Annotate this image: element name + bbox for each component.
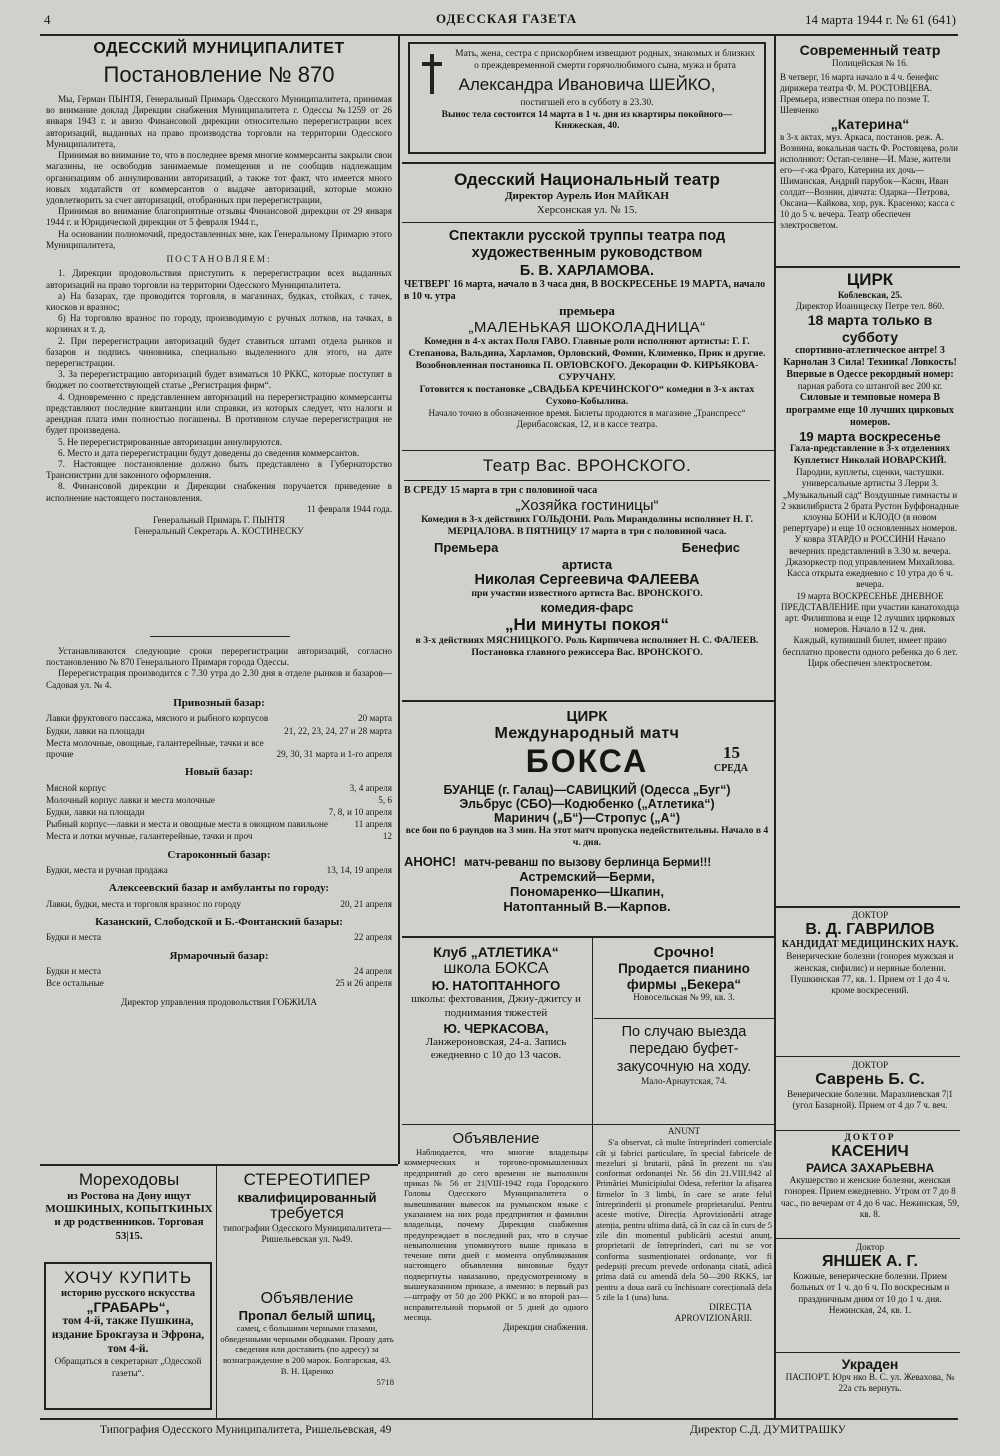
schedule-section	[46, 646, 392, 1009]
decree-item: 1. Дирекции продовольствия приступить к перерегистрации всех выданных авторизаций на право торговли на территории Одесского Муниципалитета.	[46, 268, 392, 290]
ad-morekhody-title: Мореходовы	[78, 1170, 180, 1189]
ad-lost-dog-code: 5718	[376, 1376, 394, 1387]
modern-theatre-info: в 3-х актах, муз. Аркаса, постанов. реж. А. Вознина, вокальная часть Ф. Ростовцева, роли исполняют: Остап-селяне—И. Мазе, жители его—г-жа Фраго, Катерина их дочь—Шиманская, Андрий парубок—Касян, Иван солдат—Вознин, дівчата: Одарка—Петрова, Оксана—Кайкова, хор, рук. Красенко; касса с 10 до 5 ч. вечера. Театр обеспечен электросветом.	[780, 132, 958, 230]
schedule-row	[46, 978, 392, 989]
doctor2-text: Венерические болезни. Маразлиевская 7|1 (угол Базарной). Прием от 4 до 7 ч. веч.	[787, 1089, 953, 1111]
vronsky-theatre	[404, 456, 770, 659]
schedule-row	[46, 865, 392, 876]
doctor2-name: Саврень Б. С.	[815, 1071, 925, 1089]
circus-gala7: Каждый, купивший билет, имеет право бесплатно провести одного ребенка до 6 лет. Цирк обеспечен электросветом.	[782, 635, 958, 668]
doctor1-rule	[776, 906, 960, 908]
notice-ro-sign2: APROVIZIONĂRII.	[674, 1313, 752, 1324]
schedule-date: 24 апреля	[354, 965, 392, 976]
ad-stereotyper-req: требуется	[270, 1205, 344, 1222]
lost-rule	[776, 1352, 960, 1353]
schedule-label: Будки, лавки на площади	[46, 725, 145, 736]
schedule-date: 7, 8, и 10 апреля	[328, 807, 392, 817]
column-divider-2	[774, 36, 776, 1418]
theatre-title: Одесский Национальный театр	[454, 170, 720, 189]
decree-item: 3. За перерегистрацию авторизаций будет взиматься 10 РККС, которые поступят в бюджет по соответствующей статье „Регистрация фирм“.	[46, 369, 392, 391]
doctor2-label: ДОКТОР	[851, 1060, 889, 1070]
schedule-date: 20, 21 апреля	[340, 898, 392, 909]
obituary	[408, 42, 766, 154]
ad-stereotyper-text: типографии Одесского Муниципалитета— Ришельевская ул. №49.	[223, 1223, 391, 1245]
doctor2-rule	[776, 1056, 960, 1057]
schedule-row	[46, 726, 392, 737]
schedule-label: Мясной корпус	[46, 782, 106, 793]
modern-theatre-text: В четверг, 16 марта начало в 4 ч. бенефис дирижера театра Ф. М. РОСТОВЦЕВА. Премьера, известная опера по поэме Т. Шевченко	[780, 72, 939, 116]
doctor-gavrilov	[780, 910, 960, 996]
issue-date: 14 марта 1944 г. № 61 (641)	[804, 12, 956, 27]
vronsky-artist: артиста	[561, 557, 613, 573]
vronsky-premiere-row	[404, 538, 770, 557]
ad-lost-dog-text: самец, с большими черными глазами, обведенными черными ободками. Прошу дать сведения или доставить (по адресу) за вознаграждение в 200 марок. Болгарская, 43. В. Н. Царенко	[220, 1323, 394, 1376]
schedule-date: 3, 4 апреля	[349, 782, 392, 793]
ad-stereotyper	[220, 1170, 394, 1245]
schedule-heading: Староконный базар:	[167, 848, 271, 861]
schedule-label: Лавки, будки, места и торговля вразнос по городу	[46, 898, 241, 909]
boxing-anons-pair: Пономаренко—Шкапин,	[510, 884, 664, 900]
modern-theatre-title: Современный театр	[799, 42, 941, 58]
circus-director: Директор Иоаницеску Петре тел. 860.	[795, 301, 945, 312]
boxing-rules: все бои по 6 раундов на 3 мин. На этот матч пропуска недействительны. Начало в 4 ч. дня.	[405, 825, 769, 848]
circus-address: Коблевская, 25.	[837, 290, 903, 300]
piano-address: Новосельская № 99, кв. 3.	[633, 992, 735, 1003]
boxing-anons: АНОНС!	[404, 854, 456, 870]
troupe-tickets: Начало точно в обозначенное время. Билеты продаются в магазине „Транспресс“ Дерибасовская, 12, и в кассе театра.	[428, 407, 746, 429]
decree-body	[46, 94, 392, 538]
club-text: школы: фехтования, Джиу-джитсу и поднимания тяжестей	[411, 993, 581, 1019]
boxing-pair: БУАНЦЕ (г. Галац)—САВИЦКИЙ (Одесса „Буг“)	[443, 783, 731, 797]
russian-troupe	[404, 228, 770, 430]
schedule-row	[46, 795, 392, 806]
obituary-name: Александра Ивановича ШЕЙКО,	[458, 75, 716, 95]
decree-header: ОДЕССКИЙ МУНИЦИПАЛИТЕТ	[93, 40, 345, 57]
left-ads-divider	[216, 1166, 217, 1418]
footer-rule	[40, 1418, 958, 1420]
schedule-label: Места молочные, овощные, галантерейные, тачки и все прочие	[46, 737, 264, 759]
newspaper-title: ОДЕССКАЯ ГАЗЕТА	[436, 11, 578, 26]
stolen-text: ПАСПОРТ. Юрч нко В. С. ул. Жевахова, № 22а сть вернуть.	[785, 1372, 955, 1394]
vronsky-info2: в 3-х действиях МЯСНИЦКОГО. Роль Кирпичева исполняет Н. С. ФАЛЕЕВ. Постановка главного режиссера Вас. ВРОНСКОГО.	[415, 635, 759, 658]
schedule-row	[46, 713, 392, 724]
troupe-staging: Возобновленная постановка П. ОРЛОВСКОГО. Декорации Ф. КИРЬЯКОВА-СУРУЧАНУ.	[415, 360, 759, 383]
schedule-heading: Алексеевский базар и амбуланты по городу:	[108, 882, 330, 895]
troupe-next: Готовится к постановке „СВАДЬБА КРЕЧИНСКОГО“ комедия в 3-х актах Сухово-Кобылина.	[419, 383, 755, 407]
ad-want-buy-text1: историю русского искусства	[61, 1288, 195, 1299]
national-theatre	[404, 170, 770, 218]
schedule-date: 13, 14, 19 апреля	[326, 865, 392, 876]
club-coach: Ю. НАТОПТАННОГО	[431, 978, 561, 993]
ad-stereotyper-sub: квалифицированный	[237, 1190, 377, 1205]
schedule-date: 29, 30, 31 марта и 1-го апреля	[276, 748, 392, 759]
schedule-row	[46, 783, 392, 794]
schedule-date: 12	[382, 831, 392, 842]
schedule-heading: Казанский, Слободской и Б.-Фонтанский базары:	[95, 915, 343, 928]
circus-gala2: Пародии, куплеты, сценки, частушки. универсальные артисты 3 Лерри 3.	[795, 467, 944, 489]
schedule-heading: Новый базар:	[184, 766, 254, 779]
decree-item: 8. Финансовой дирекции и Дирекции снабжения поручается приведение в исполнение настоящего постановления.	[46, 481, 392, 503]
obituary-text: Мать, жена, сестра с прискорбием извещают родных, знакомых и близких о преждевременной смерти горячолюбимого сына, мужа и брата	[455, 49, 755, 71]
doctor1-name: В. Д. ГАВРИЛОВ	[805, 921, 935, 939]
boxing-anons-pair: Натоптанный В.—Карпов.	[503, 899, 671, 915]
schedule-label: Рыбный корпус—лавки и места и овощные места в овощном павильоне	[46, 819, 328, 830]
circus-gala6: 19 марта ВОСКРЕСЕНЬЕ ДНЕВНОЕ ПРЕДСТАВЛЕНИЕ при участии канатоходца арт. Филиппова и еще 12 лучших цирковых номеров. Начало в 12 ч. дня.	[780, 590, 960, 635]
circus-title: ЦИРК	[846, 270, 894, 289]
vronsky-participation: при участии известного артиста Вас. ВРОНСКОГО.	[471, 588, 703, 600]
obituary-funeral: Вынос тела состоится 14 марта в 1 ч. дня из квартиры покойного—Княжеская, 40.	[441, 109, 733, 132]
decree-signature-2: Генеральный Секретарь А. КОСТИНЕСКУ	[134, 526, 304, 537]
schedule-hours: Перерегистрация производится с 7.30 утра до 2.30 дня в отделе рынков и базаров—Садовая ул. № 4.	[46, 668, 392, 690]
vronsky-title: Театр Вас. ВРОНСКОГО.	[482, 456, 692, 475]
ad-want-buy	[44, 1262, 212, 1410]
decree-date: 11 февраля 1944 года.	[307, 503, 392, 514]
club-title: Клуб „АТЛЕТИКА“	[433, 944, 559, 960]
schedule-date: 22 апреля	[354, 932, 392, 943]
decree-item: а) На базарах, где проводится торговля, в магазинах, будках, стойках, с тачек, киосков и вразнос;	[46, 290, 392, 312]
boxing-pair: Маринич („Б“)—Стропус („А“)	[494, 811, 680, 825]
doctor1-label: ДОКТОР	[851, 910, 889, 920]
doctor4-label: Доктор	[855, 1242, 885, 1252]
boxing-pair: Эльбрус (СБО)—Кодюбенко („Атлетика“)	[459, 797, 715, 811]
boxing-anons-text: матч-реванш по вызову берлинца Берми!!!	[464, 857, 712, 870]
doctor-savren	[780, 1060, 960, 1112]
ad-want-buy-grabar: „ГРАБАРЬ“,	[86, 1299, 170, 1315]
circus-record: парная работа со штангой вес 200 кг.	[797, 381, 943, 392]
masthead-rule	[40, 34, 958, 36]
vronsky-farce: комедия-фарс	[540, 600, 634, 615]
ad-lost-dog	[220, 1290, 394, 1387]
ad-morekhody-text: из Ростова на Дону ищут МОШКИНЫХ, КОПЫТКИНЫХ и др родственников. Торговая 53|15.	[45, 1190, 213, 1242]
troupe-director: Б. В. ХАРЛАМОВА.	[519, 262, 655, 279]
circus-numbers: Силовые и темповые номера В программе еще 10 лучших цирковых номеров.	[786, 392, 954, 428]
circus-rule	[776, 266, 960, 268]
rus-rule	[402, 222, 774, 223]
schedule-date: 5, 6	[378, 794, 392, 805]
notice-ro-text: S'a observat, că multe întreprinderi comerciale cât și fabrici particulare, în special fabricele de mezeluri și brutarii, până în prezent nu s'au conformat ordonanței Nr. 56 din 21.VIII.942 al Primăriei Municipiului Odesa, referitor la afișarea firmelor în 3 limbi, în care se arate felul întreprinderii și pronumele proprietarului. Pentru aceste motive, Direcția Aprovizionării atrage atenția, pentru ultima dată, că în caz că în curs de 5 zile din momentul publicării acestui anunț, proprietarii de întreprinderi, cari nu se vor conforma susmenționatei ordonanțe, vor fi pedepsiți precum prevede ordonanța citată, adică prima dată cu amendă dela 50—200 RKKS, iar pentru a doua oară cu închisoare corecțională dela 5 zile la 1 (una) luna.	[596, 1137, 772, 1302]
club-atletika	[404, 944, 588, 1063]
ad-stereotyper-title: СТЕРЕОТИПЕР	[243, 1170, 371, 1189]
doctor-kasenich	[780, 1132, 960, 1220]
doctor1-title: КАНДИДАТ МЕДИЦИНСКИХ НАУК.	[781, 939, 959, 951]
vronsky-info: Комедия в 3-х действиях ГОЛЬДОНИ. Роль Мирандолины исполняет Н. Г. МЕРЦАЛОВА. В ПЯТНИЦУ 17 марта в три с половиной часа.	[421, 514, 753, 538]
doctor3-label: ДОКТОР	[844, 1132, 896, 1142]
decree-item: б) На торговлю вразнос по городу, производимую с ручных лотков, на тачках, в корзинах и т. д.	[46, 313, 392, 335]
troupe-play-info: Комедия в 4-х актах Поля ГАВО. Главные роли исполняют артисты: Г. Г. Степанова, Вальдина, Харламов, Орловский, Фомин, Клименко, Прик и другие.	[408, 336, 766, 360]
schedule-label: Будки, лавки на площади	[46, 807, 145, 817]
ad-stolen	[780, 1356, 960, 1394]
schedule-date: 25 и 26 апреля	[335, 978, 392, 989]
schedule-date: 21, 22, 23, 24, 27 и 28 марта	[284, 725, 392, 736]
schedule-date: 20 марта	[358, 713, 392, 724]
decree-paragraph: Принимая во внимание благоприятные отзывы Финансовой дирекции от 29 января 1944 г. и Юридической дирекции от 5 февраля 1944 г.,	[46, 206, 392, 228]
schedule-label: Будки и места	[46, 965, 102, 976]
schedule-label: Молочный корпус лавки и места молочные	[46, 794, 215, 805]
modern-theatre-address: Полицейская № 16.	[831, 58, 909, 68]
doctor4-name: ЯНШЕК А. Г.	[822, 1253, 918, 1271]
notice-ru-sign: Дирекция снабжения.	[503, 1322, 588, 1333]
boxing-match	[404, 708, 770, 914]
decree-paragraph: Принимая во внимание то, что в последнее время многие коммерсанты закрыли свои магазины, не освободив занимаемые помещения и не сообщив надлежащим организациям об аннулировании авторизаций, а также тот факт, что имеется много новых ходатайств от коммерсантов о выдаче авторизаций, которые можно удовлетворить за счет авторизаций, отобранных при перерегистрации,	[46, 150, 392, 205]
piano-text: Продается пианино фирмы „Бекера“	[618, 961, 750, 992]
schedule-label: Все остальные	[46, 978, 104, 989]
page-number: 4	[44, 12, 51, 27]
boxing-match-title: Международный матч	[494, 725, 680, 742]
schedule-label: Будки и места	[46, 932, 102, 943]
boxing-anons-pair: Астремский—Берми,	[519, 869, 655, 885]
decree-divider	[150, 636, 290, 637]
modern-theatre	[780, 42, 960, 231]
club-coach2: Ю. ЧЕРКАСОВА,	[443, 1020, 549, 1036]
schedule-signature: Директор управления продовольствия ГОБЖИЛА	[121, 997, 317, 1008]
decree-resolve: ПОСТАНОВЛЯЕМ:	[166, 254, 272, 265]
schedule-row	[46, 899, 392, 910]
ad-lost-dog-title: Объявление	[260, 1290, 354, 1307]
troupe-premiere: премьера	[559, 303, 615, 319]
obyav-rule	[402, 1124, 774, 1125]
buffet-text: По случаю выезда передаю буфет-закусочную на ходу.	[616, 1024, 752, 1075]
circus-date2: 19 марта воскресенье	[799, 428, 941, 444]
left-ads-rule	[40, 1164, 398, 1166]
boxing-weekday: СРЕДА	[713, 763, 748, 774]
decree-item: 6. Место и дата перерегистрации будут доведены до сведения коммерсантов.	[58, 447, 360, 458]
ad-want-buy-title: ХОЧУ КУПИТЬ	[63, 1268, 193, 1287]
doctor4-rule	[776, 1238, 960, 1239]
vronsky-play2: „Ни минуты покоя“	[505, 615, 669, 634]
cross-icon	[420, 54, 444, 94]
buffet-address: Мало-Арнаутская, 74.	[641, 1076, 727, 1087]
circus-gala5: Джазоркестр под управлением Михайлова. Касса открыта ежедневно с 10 утра до 6 ч. вечера.	[785, 556, 955, 590]
troupe-dates: ЧЕТВЕРГ 16 марта, начало в 3 часа дня, В ВОСКРЕСЕНЬЕ 19 МАРТА, начало в 10 ч. утра	[404, 278, 766, 302]
circus-gala: Гала-представление в 3-х отделениях Куплетист Николай ИОВАРСКИЙ.	[790, 443, 950, 466]
modern-theatre-play: „Катерина“	[830, 116, 910, 133]
schedule-label: Будки, места и ручная продажа	[46, 865, 168, 876]
schedule-row	[46, 819, 392, 830]
schedule-label: Места и лотки мучные, галантерейные, тачки и проч	[46, 831, 253, 842]
column-divider-1	[398, 36, 400, 1164]
doctor3-text: Акушерство и женские болезни, женская гонорея. Прием ежедневно. Утром от 7 до 8 час., по вечерам от 4 до 6 час. Нежинская, 59, кв. 8.	[780, 1175, 960, 1219]
decree-title: Постановление № 870	[103, 62, 335, 87]
circus-date: 18 марта только в субботу	[807, 312, 933, 345]
schedule-row	[46, 966, 392, 977]
schedule-heading: Ярмарочный базар:	[169, 949, 269, 962]
ad-notice-ru	[404, 1130, 588, 1334]
boxing-day: 15	[723, 743, 740, 762]
schedule-row	[46, 738, 392, 760]
schedule-label: Лавки фруктового пассажа, мясного и рыбного корпусов	[46, 713, 269, 724]
decree-item: 7. Настоящее постановление должно быть представлено в Губернаторство Транснистрии для законного оформления.	[46, 459, 392, 481]
buffet-rule	[594, 1018, 774, 1019]
notice-ro-title: ANUNT	[667, 1126, 701, 1136]
footer-printer: Типография Одесского Муниципалитета, Ришельевская, 49	[100, 1424, 392, 1436]
theatre-rule	[402, 162, 774, 164]
boxing-circus: ЦИРК	[566, 708, 608, 725]
decree-item: 4. Одновременно с представлением авторизаций на перерегистрацию коммерсанты представляют последние квитанции или справки, из которых следует, что налоги и арендная плата ими полностью погашены. В противном случае перерегистрация не будет произведена.	[46, 391, 392, 436]
club-address: Ланжероновская, 24-а. Запись ежедневно с 10 до 13 часов.	[425, 1035, 567, 1062]
ad-want-buy-text3: Обращаться в секретариат „Одесской газеты“.	[54, 1356, 202, 1378]
schedule-heading: Привозный базар:	[173, 696, 265, 709]
piano-title: Срочно!	[653, 944, 715, 961]
notice-ru-text: Наблюдается, что многие владельцы коммерческих и торгово-промышленных предприятий до сего времени не выполнили приказ № 56 от 21|VIII-1942 года Городского Головы Одесского Муниципалитета о вывешивании вывесок на румынском языке с указанием на них рода предприятия и фамилии владельца, почему Дирекция снабжения предупреждает в последний раз, что в случае невыполнения упомянутого выше приказа в течение пяти дней с момента опубликования настоящего объявления виновные будут подвергнуты наказанию, предусмотренному в вышеуказанном приказе, а именно: в первый раз—штрафу от 50 до 200 РККС и во второй раз—исправительной тюрьмой от 5 дней до одного месяца.	[404, 1147, 588, 1322]
notice-ro-sign1: DIRECȚIA	[709, 1302, 752, 1313]
vronsky-rule	[402, 450, 774, 451]
troupe-title: Спектакли русской труппы театра под художественным руководством	[448, 228, 726, 262]
troupe-play: „МАЛЕНЬКАЯ ШОКОЛАДНИЦА“	[468, 319, 706, 337]
decree-item: 5. Не перерегистрированные авторизации аннулируются.	[58, 436, 282, 447]
decree-paragraph: Мы, Герман ПЫНТЯ, Генеральный Примарь Одесского Муниципалитета, принимая во внимание доклад Дирекции снабжения Муниципалитета г. Одессы №1259 от 26 января 1943 г. и авизо Финансовой дирекции относительно перерегистрации всех авторизаций, выданных на право производства торговли на территории Одесского Муниципалитета,	[46, 94, 392, 149]
circus	[780, 270, 960, 669]
doctor4-text: Кожные, венерические болезни. Прием больных от 1 ч. до 6 ч. По воскресным и праздничным дням от 10 до 1 ч. дня. Нежинская, 24, кв. 1.	[790, 1271, 950, 1315]
masthead	[44, 10, 956, 32]
stolen-title: Украден	[841, 1356, 899, 1372]
schedule-intro: Устанавливаются следующие сроки перерегистрации авторизаций, согласно постановлению № 870 Генерального Примаря города Одессы.	[46, 646, 392, 668]
circus-show: спортивно-атлетическое антре! 3 Карнолан 3 Сила! Техника! Ловкость! Впервые в Одессе рекордный номер:	[783, 344, 957, 380]
decree-signature-1: Генеральный Примарь Г. ПЫНТЯ	[152, 515, 286, 526]
doctor-yanshek	[780, 1242, 960, 1316]
ad-morekhody	[44, 1170, 214, 1243]
footer-director: Директор С.Д. ДУМИТРАШКУ	[690, 1424, 846, 1436]
ad-notice-ro	[596, 1126, 772, 1325]
boxing-title: БОКСА	[525, 743, 649, 779]
circus-gala3: „Музыкальный сад“ Воздушные гимнасты и 2 эквилибриста 2 брата Рустон Буффонадные клоуны БОНИ и КЛОДО (в новом репертуаре) и еще 10 основленных номеров.	[781, 489, 959, 534]
ad-buffet	[596, 1024, 772, 1087]
decree-item: 2. При перерегистрации авторизаций будет ставиться штамп отдела рынков и базаров и подпись чиновника, специально выделенного для этого, на дате перерегистрации.	[46, 335, 392, 369]
schedule-list	[46, 697, 392, 990]
decree-section	[46, 40, 392, 538]
doctor3-name: КАСЕНИЧ	[831, 1143, 909, 1161]
obituary-died: постигшей его в субботу в 23.30.	[520, 98, 654, 109]
schedule-row	[46, 932, 392, 943]
ad-lost-dog-sub: Пропал белый шпиц,	[238, 1308, 376, 1323]
vronsky-premiere: Премьера	[434, 540, 499, 556]
vronsky-date: В СРЕДУ 15 марта в три с половиной часа	[404, 485, 598, 496]
schedule-date: 11 апреля	[354, 819, 392, 830]
decree-paragraph: На основании полномочий, предоставленных мне, как Генеральному Примарю этого Муниципалитета,	[46, 228, 392, 250]
boxing-rule	[402, 700, 774, 702]
theatre-address: Херсонская ул. № 15.	[536, 203, 638, 216]
vronsky-name: Николая Сергеевича ФАЛЕЕВА	[474, 572, 700, 589]
doctor3-sub: РАИСА ЗАХАРЬЕВНА	[805, 1161, 935, 1176]
schedule-row	[46, 831, 392, 842]
theatre-director: Директор Аурель Ион МАЙКАН	[504, 190, 669, 202]
schedule-row	[46, 807, 392, 818]
notice-ru-title: Объявление	[452, 1130, 540, 1147]
doctor1-text: Венерические болезни (гонорея мужская и женская, сифилис) и нервные болезни. Пушкинская 77, кв. 1. Прием от 1 до 4 ч. кроме воскресений.	[786, 951, 954, 996]
ad-want-buy-text2: том 4-й, также Пушкина, издание Брокгауза и Эфрона, том 4-й.	[51, 1315, 205, 1355]
doctor3-rule	[776, 1130, 960, 1131]
circus-gala4: У ковра ЗТАРДО и РОССИНИ Начало вечерних представлений в 3.30 м. вечера.	[789, 534, 951, 556]
ad-piano	[596, 944, 772, 1003]
center-ads-divider	[592, 938, 593, 1418]
club-rule	[402, 936, 774, 938]
vronsky-play: „Хозяйка гостиницы“	[515, 497, 659, 515]
club-school: школа БОКСА	[443, 960, 549, 977]
vronsky-benefit: Бенефис	[681, 540, 740, 556]
